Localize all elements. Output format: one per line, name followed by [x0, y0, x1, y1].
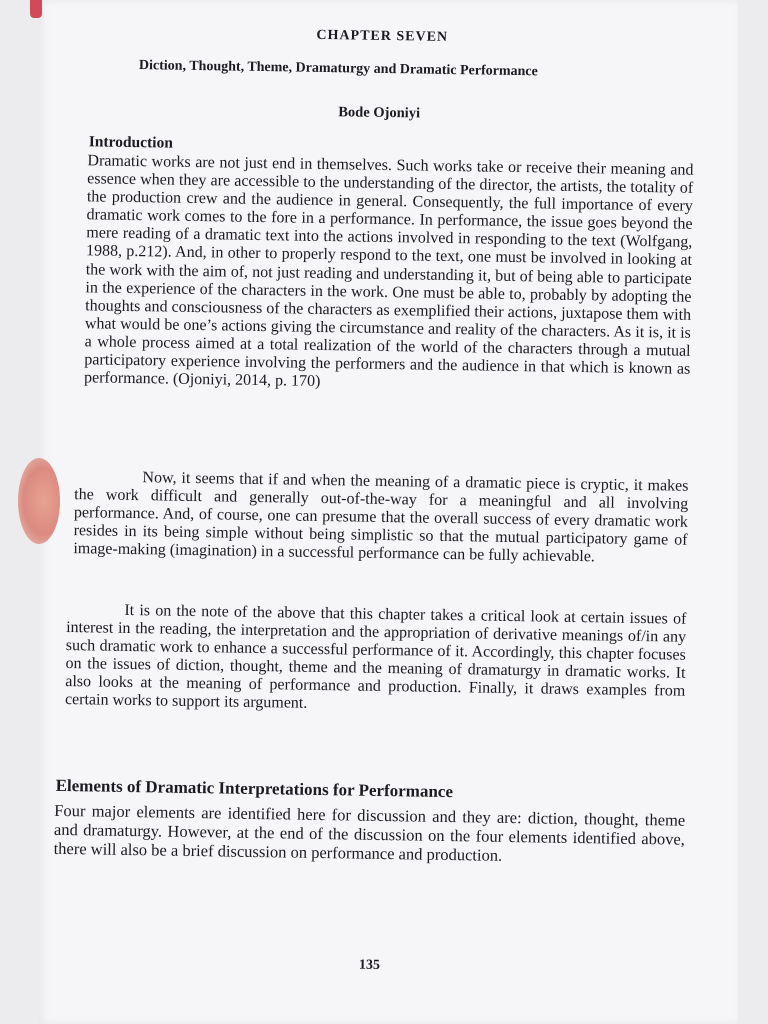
red-corner-mark [30, 0, 42, 18]
author-name: Bode Ojoniyi [338, 104, 421, 122]
introduction-paragraph-1: Dramatic works are not just end in themselves. Such works take or receive their meaning and essence when they are accessible to the understanding of the director, the artists, the totality of the production crew and the audience in general. Consequently, the full importance of every dramatic work comes to the fore in a performance. In performance, the issue goes beyond the mere reading of a dramatic text into the actions involved in responding to the text (Wolfgang, 1988, p.212). And, in other to properly respond to the text, one must be involved in looking at the work with the aim of, not just reading and understanding it, but of being able to participate in the experience of the characters in the work. One must be able to, probably by adopting the thoughts and consciousness of the characters as exemplified their actions, juxtapose them with what would be one’s actions giving the circumstance and reality of the characters. As it is, it is a whole process aimed at a total realization of the world of the characters through a mutual participatory experience involving the performers and the audience in that which is known as performance. (Ojoniyi, 2014, p. 170) [83, 152, 694, 391]
elements-section-heading: Elements of Dramatic Interpretations for Performance [55, 775, 454, 802]
chapter-title: Diction, Thought, Theme, Dramaturgy and Dramatic Performance [138, 58, 538, 80]
introduction-paragraph-2: Now, it seems that if and when the meaning of a dramatic piece is cryptic, it makes the work difficult and generally out-of-the-way for a meaningful and all involving performance. And, of course, one can presume that the overall success of every dramatic work resides in its being simple without being simplistic so that the mutual participatory game of image-making (imagination) in a successful performance can be fully achievable. [73, 469, 689, 566]
page-number: 135 [358, 957, 380, 973]
elements-section-paragraph: Four major elements are identified here for discussion and they are: diction, thought, theme and dramaturgy. However, at the end of the discussion on the four elements identified above, there will also be a brief discussion on performance and production. [53, 800, 686, 865]
introduction-heading: Introduction [88, 133, 174, 152]
thumb-holding-page [18, 458, 60, 544]
introduction-paragraph-3: It is on the note of the above that this chapter takes a critical look at certain issues of interest in the reading, the interpretation and the appropriation of derivative meanings of/in any such dramatic work to enhance a successful performance of it. Accordingly, this chapter focuses on the issues of diction, thought, theme and the meaning of dramaturgy in dramatic works. It also looks at the meaning of performance and production. Finally, it draws examples from certain works to support its argument. [64, 601, 687, 713]
chapter-label: CHAPTER SEVEN [316, 27, 449, 45]
